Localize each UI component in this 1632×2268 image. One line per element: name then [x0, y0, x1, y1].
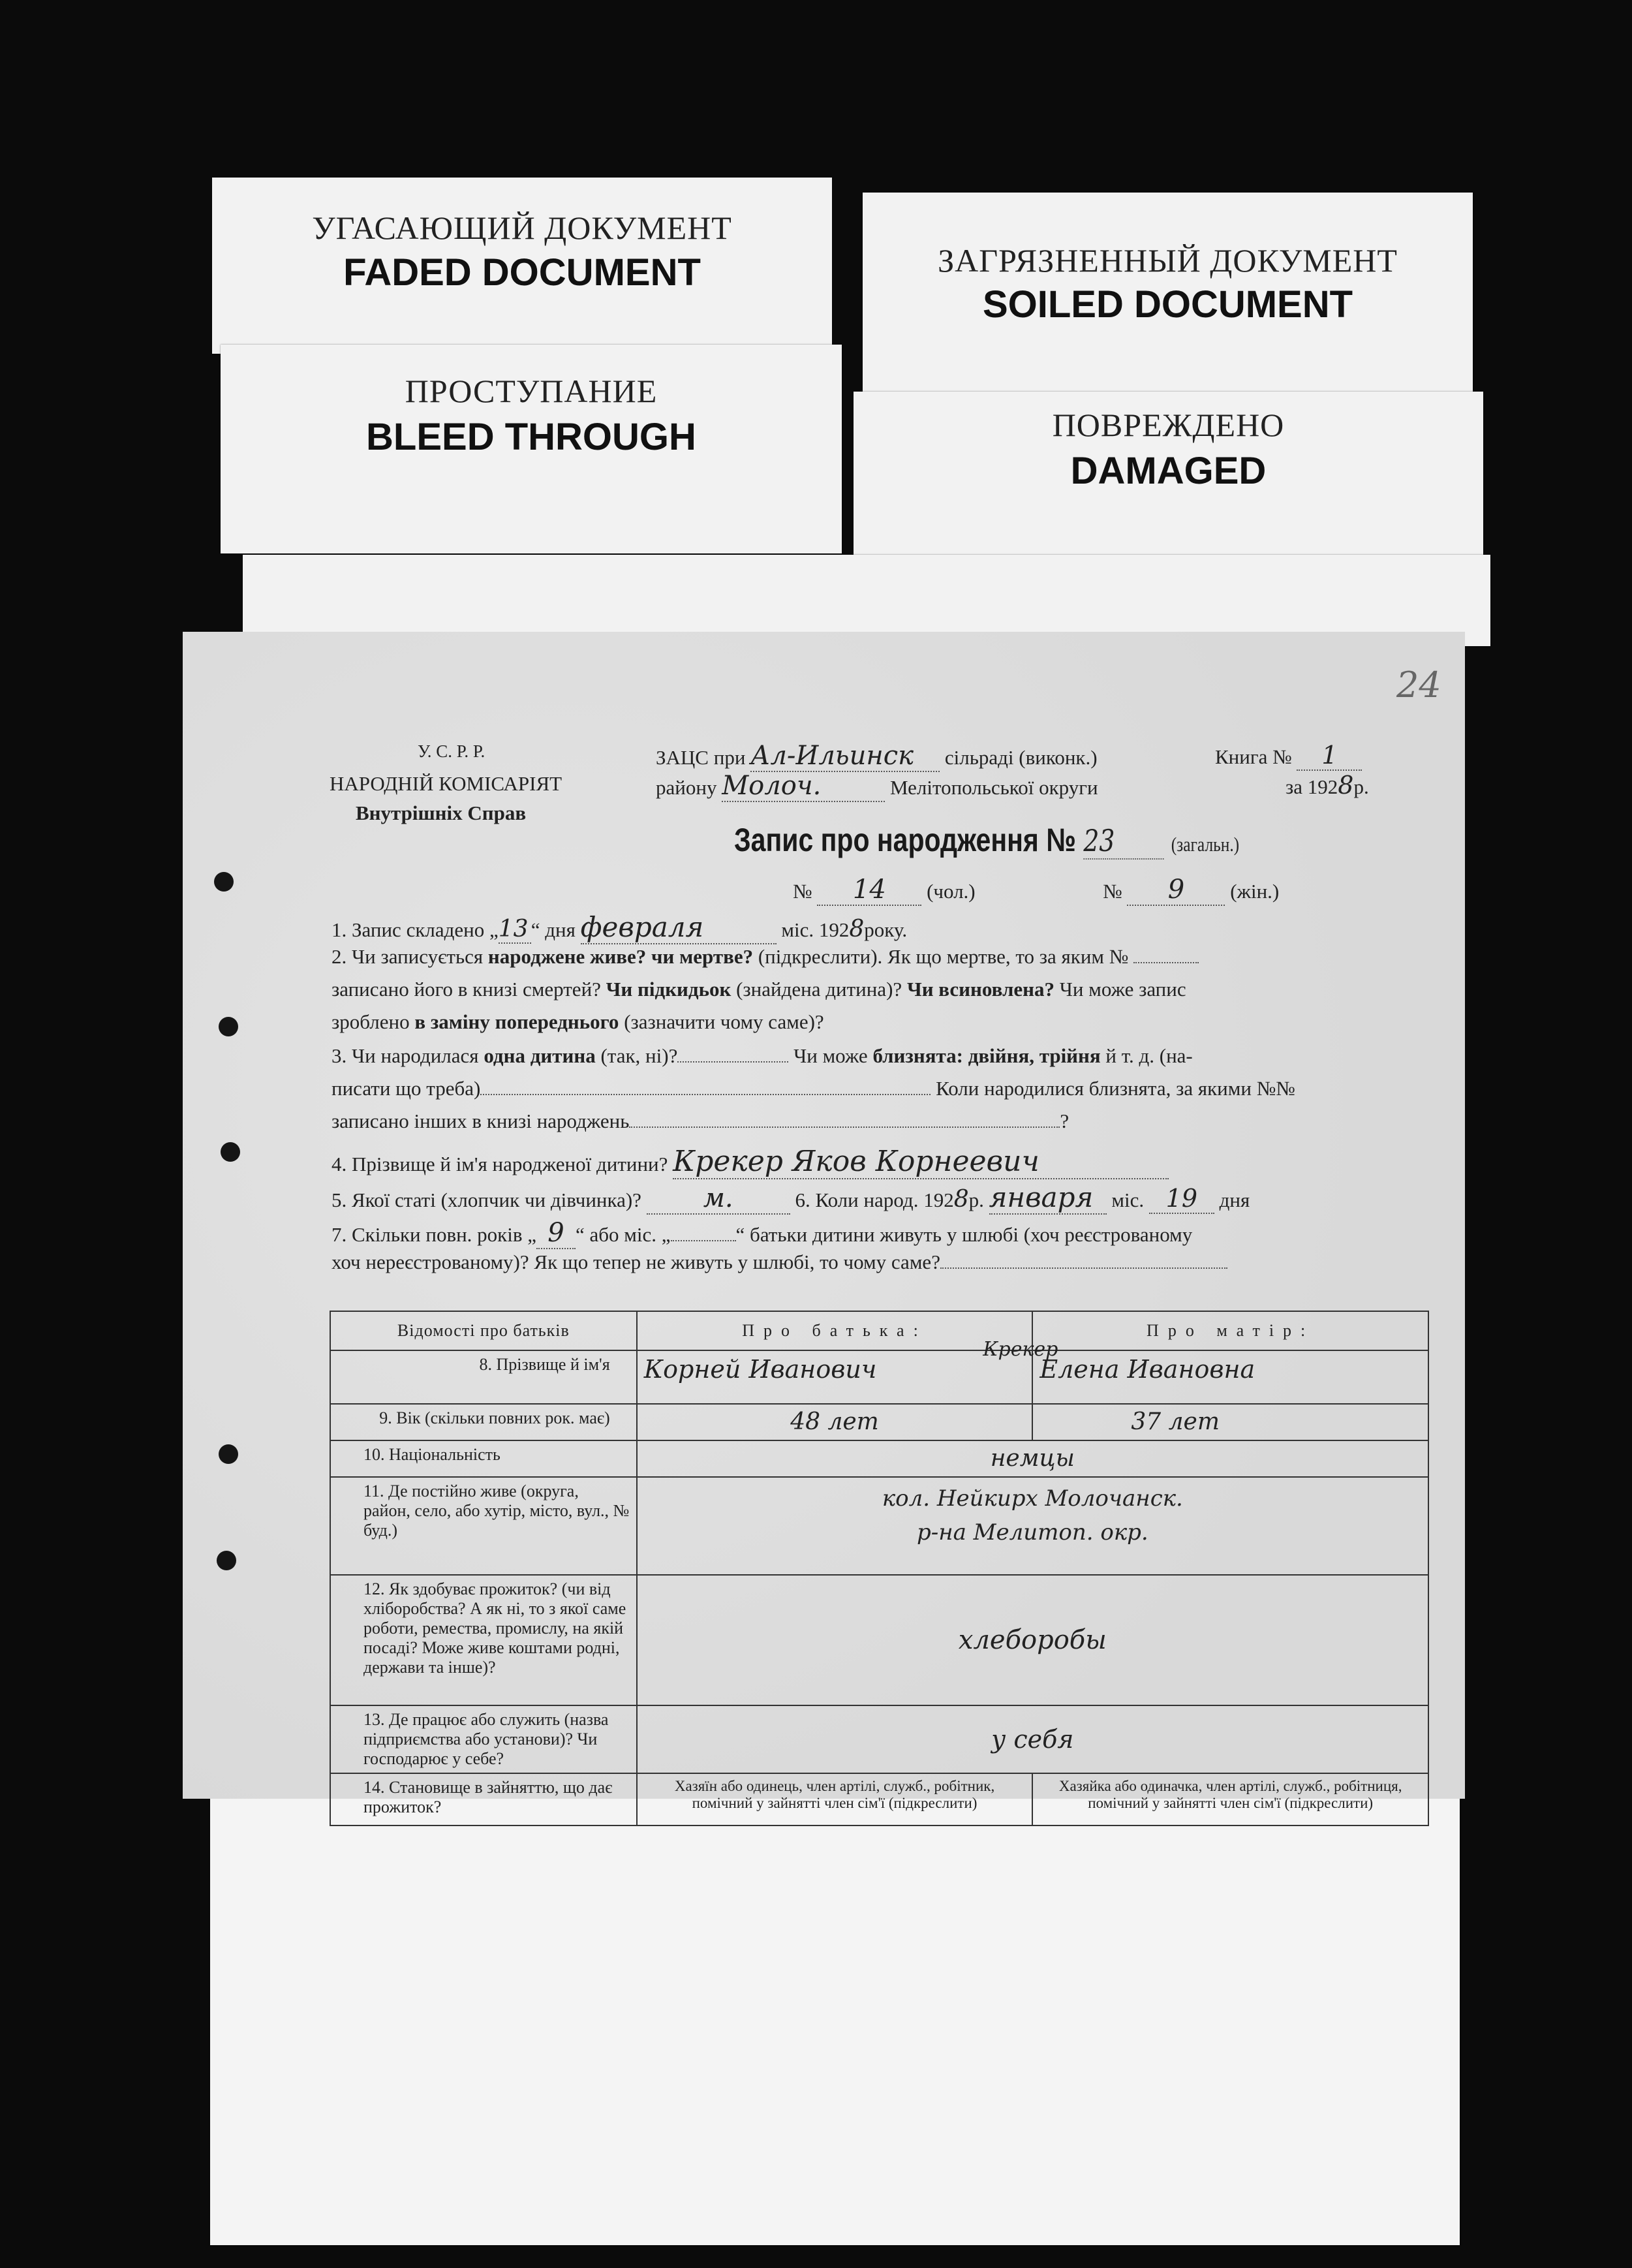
father-status-cell: Хазяїн або одинець, член артілі, служб., робітник, помічний у зайнятті член сім'ї (підкреслити) — [637, 1773, 1033, 1825]
row-label: 9. Вік (скільки повних рок. має) — [330, 1404, 637, 1440]
punch-hole — [217, 1551, 236, 1570]
question-7-line-2: хоч нереєстрованому)? Як що тепер не живуть у шлюбі, то чому саме? — [331, 1251, 1227, 1274]
workplace-value: у себя — [991, 1725, 1074, 1754]
district-line: району Молоч. Мелітопольської округи — [656, 771, 1098, 801]
female-number-value: 9 — [1127, 875, 1225, 906]
header-info: Відомості про батьків — [330, 1311, 637, 1350]
question-7-line-1: 7. Скільки повн. років „ 9 “ або міс. „ “ батьки дитини живуть у шлюбі (хоч реєстрованому — [331, 1218, 1193, 1248]
mother-name-value: Елена Ивановна — [1039, 1355, 1255, 1384]
table-row — [330, 1440, 1428, 1477]
table-row — [330, 1477, 1428, 1575]
nationality-value: немцы — [990, 1445, 1075, 1472]
mother-age-value: 37 лет — [1131, 1408, 1220, 1435]
punch-hole — [214, 872, 234, 892]
bleed-ru-label: ПРОСТУПАНИЕ — [405, 373, 658, 409]
faded-en-label: FADED DOCUMENT — [343, 251, 701, 294]
table-row — [330, 1705, 1428, 1773]
header-mother: Про матір: — [1032, 1311, 1428, 1350]
faded-document-card — [212, 178, 832, 354]
question-3-line-1: 3. Чи народилася одна дитина (так, ні)? Чи може близнята: двійня, трійня й т. д. (на- — [331, 1044, 1193, 1067]
damaged-en-label: DAMAGED — [1070, 450, 1267, 492]
faded-ru-label: УГАСАЮЩИЙ ДОКУМЕНТ — [312, 210, 732, 246]
question-2-line-3: зроблено в заміну попереднього (зазначити чому саме)? — [331, 1010, 824, 1033]
birth-month-value: января — [989, 1181, 1107, 1215]
male-number-value: 14 — [817, 875, 921, 906]
soiled-ru-label: ЗАГРЯЗНЕННЫЙ ДОКУМЕНТ — [938, 242, 1398, 279]
father-name-cell — [637, 1338, 1058, 1404]
year-line: за 1928р. — [1286, 771, 1369, 800]
table-row — [330, 1350, 1428, 1404]
row-label: 11. Де постійно живе (округа, район, село, або хутір, місто, вул., № буд.) — [330, 1477, 637, 1575]
book-number-value: 1 — [1297, 741, 1362, 771]
q1-month-value: февраля — [581, 911, 777, 944]
q1-day-value: 13 — [499, 916, 531, 944]
page-number: 24 — [1396, 664, 1441, 706]
bleed-en-label: BLEED THROUGH — [366, 416, 696, 458]
years-married-value: 9 — [536, 1218, 576, 1249]
table-row — [330, 1404, 1428, 1440]
question-2-line-1: 2. Чи записується народжене живе? чи мертве? (підкреслити). Як що мертве, то за яким № — [331, 945, 1199, 969]
header-father: Про батька: — [637, 1311, 1033, 1350]
soiled-en-label: SOILED DOCUMENT — [982, 283, 1353, 326]
district-value: Молоч. — [722, 771, 885, 802]
zags-line: ЗАЦС при Ал-Ильинск сільраді (виконк.) — [656, 741, 1098, 771]
child-name-value: Крекер Яков Корнеевич — [673, 1145, 1169, 1179]
occupation-value: хлеборобы — [958, 1625, 1107, 1655]
book-line: Книга № 1 — [1215, 741, 1362, 771]
ministry-header: Внутрішніх Справ — [356, 801, 527, 824]
record-subnumbers: № 14 (чол.) № 9 (жін.) — [793, 875, 1280, 905]
father-note: Крекер — [983, 1338, 1058, 1361]
bottom-backing-sheet — [210, 1762, 1460, 2245]
ussr-header: У. С. Р. Р. — [418, 741, 485, 761]
row-label: 13. Де працює або служить (назва підприємства або установи)? Чи господарює у себе? — [330, 1705, 637, 1773]
question-3-line-3: записано інших в книзі народжень ? — [331, 1110, 1070, 1132]
row-label: 12. Як здобуває прожиток? (чи від хліборобства? А як ні, то з якої саме роботи, ремества, промислу, на якій посаді? Може живе коштами родні, держави та інше)? — [330, 1575, 637, 1705]
row-label: 14. Становище в зайняттю, що дає прожиток? — [330, 1773, 637, 1825]
row-label: 8. Прізвище й ім'я — [330, 1350, 637, 1404]
parents-table — [330, 1311, 1429, 1826]
year-digit-value: 8 — [1338, 771, 1354, 800]
table-row — [330, 1575, 1428, 1705]
record-total-value: 23 — [1083, 823, 1163, 860]
table-header-row — [330, 1311, 1428, 1350]
birth-record-sheet — [183, 632, 1465, 1816]
punch-hole — [219, 1444, 238, 1464]
damaged-ru-label: ПОВРЕЖДЕНО — [1052, 407, 1285, 443]
question-3-line-2: писати що треба) Коли народилися близнята, за якими №№ — [331, 1077, 1295, 1100]
mother-status-cell: Хазяйка або одиначка, член артілі, служб., робітниця, помічний у зайнятті член сім'ї (підкреслити) — [1032, 1773, 1428, 1825]
table-row — [330, 1773, 1428, 1825]
punch-hole — [221, 1142, 240, 1162]
father-age-value: 48 лет — [790, 1408, 879, 1435]
child-sex-value: м. — [647, 1183, 790, 1215]
question-1: 1. Запис складено „13 “ дня февраля міс. 1928року. — [331, 911, 908, 943]
birth-day-value: 19 — [1149, 1184, 1214, 1214]
punch-hole — [219, 1017, 238, 1036]
commissariat-header: НАРОДНІЙ КОМІСАРІЯТ — [330, 772, 562, 795]
question-4: 4. Прізвище й ім'я народженої дитини? Крекер Яков Корнеевич — [331, 1145, 1169, 1179]
record-title: Запис про народження № 23 (загальн.) — [734, 822, 1240, 858]
bleed-through-card — [221, 345, 842, 553]
question-2-line-2: записано його в книзі смертей? Чи підкидьок (знайдена дитина)? Чи всиновлена? Чи може запис — [331, 978, 1186, 1001]
row-label: 10. Національність — [330, 1440, 637, 1477]
zags-village-value: Ал-Ильинск — [750, 741, 940, 772]
damaged-card — [854, 392, 1483, 581]
residence-value: кол. Нейкирх Молочанск. р-на Мелитоп. окр. — [882, 1485, 1183, 1546]
father-name-value: Корней Иванович — [643, 1355, 877, 1384]
question-5-6: 5. Якої статі (хлопчик чи дівчинка)? м. 6. Коли народ. 1928р. января міс. 19 дня — [331, 1181, 1250, 1213]
soiled-document-card — [863, 193, 1473, 398]
mother-name-cell — [1032, 1350, 1428, 1404]
